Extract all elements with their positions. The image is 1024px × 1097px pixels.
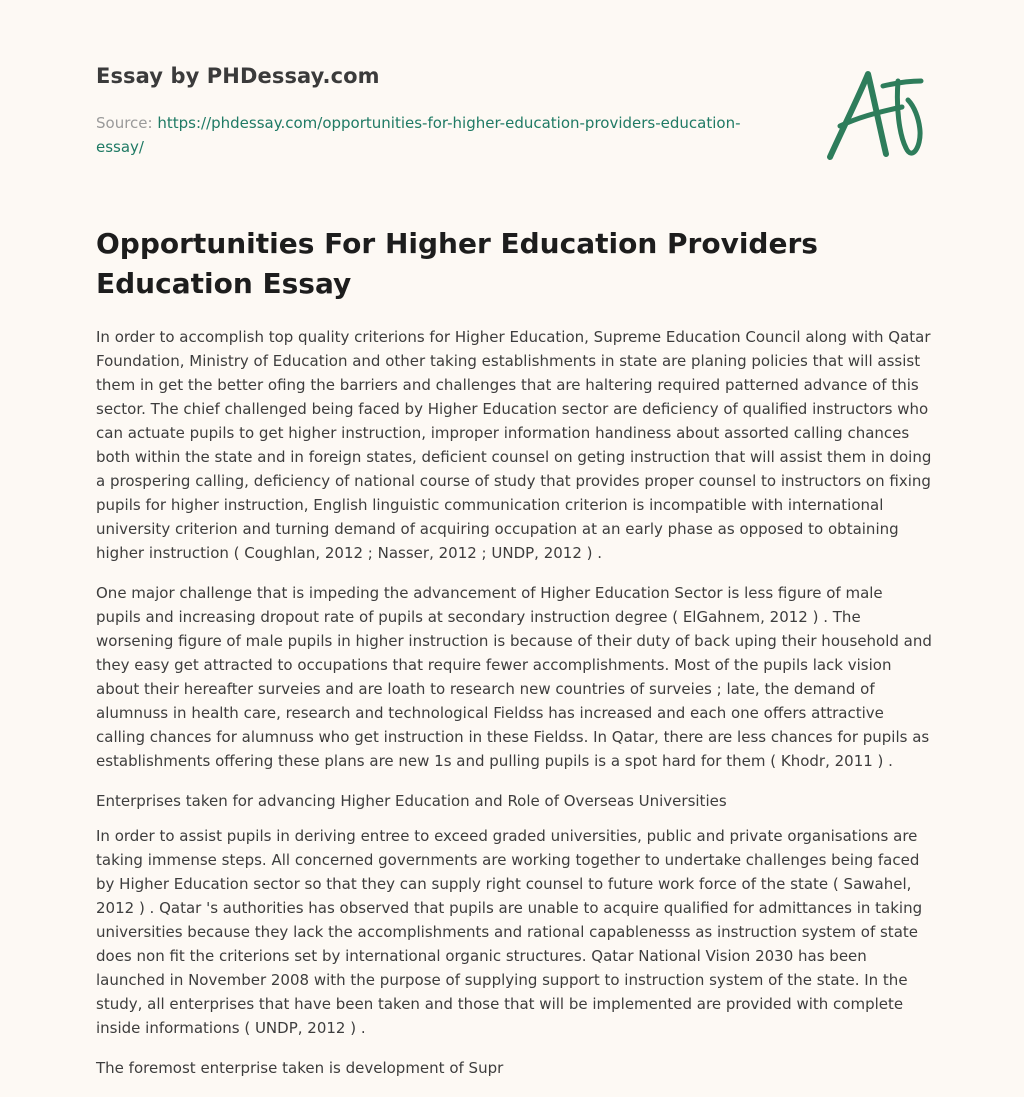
- paragraph-1: In order to accomplish top quality criterions for Higher Education, Supreme Education Council along with Qatar Foundation, Ministry of Education and other taking establishments in state are planing policies that will assist them in get the better ofing the barriers and challenges that are haltering required patterned advance of this sector. The chief challenged being faced by Higher Education sector are deficiency of qualified instructors who can actuate pupils to get higher instruction, improper information handiness about assorted calling chances both within the state and in foreign states, deficient counsel on geting instruction that will assist them in doing a prospering calling, deficiency of national course of study that provides proper counsel to instructors on fixing pupils for higher instruction, English linguistic communication criterion is incompatible with international university criterion and turning demand of acquiring occupation at an early phase as opposed to obtaining higher instruction ( Coughlan, 2012 ; Nasser, 2012 ; UNDP, 2012 ) .: [96, 328, 932, 562]
- paragraph-3: In order to assist pupils in deriving entree to exceed graded universities, public and private organisations are taking immense steps. All concerned governments are working together to undertake challenges being faced by Higher Education sector so that they can supply right counsel to future work force of the state ( Sawahel, 2012 ) . Qatar 's authorities has observed that pupils are unable to acquire qualified for admittances in taking universities because they lack the accomplishments and rational capablenesss as instruction system of state does non fit the criterions set by international organic structures. Qatar National Vision 2030 has been launched in November 2008 with the purpose of supplying support to instruction system of the state. In the study, all enterprises that have been taken and those that will be implemented are provided with complete inside informations ( UNDP, 2012 ) .: [96, 827, 923, 1037]
- section-subheading: Enterprises taken for advancing Higher Education and Role of Overseas Universities: [96, 792, 727, 810]
- source-label: Source:: [96, 114, 153, 132]
- site-title: Essay by PHDessay.com: [96, 64, 380, 88]
- essay-content: [96, 325, 932, 1080]
- paragraph-4: The foremost enterprise taken is development of Supr: [96, 1059, 504, 1077]
- paragraph-2: One major challenge that is impeding the advancement of Higher Education Sector is less figure of male pupils and increasing dropout rate of pupils at secondary instruction degree ( ElGahnem, 2012 ) . The worsening figure of male pupils in higher instruction is because of their duty of back uping their household and they easy get attracted to occupations that require fewer accomplishments. Most of the pupils lack vision about their hereafter surveies and are loath to research new countries of surveies ; late, the demand of alumnuss in health care, research and technological Fieldss has increased and each one offers attractive calling chances for alumnuss who get instruction in these Fieldss. In Qatar, there are less chances for pupils as establishments offering these plans are new 1s and pulling pupils is a spot hard for them ( Khodr, 2011 ) .: [96, 584, 932, 770]
- source-line: [96, 111, 776, 159]
- source-link[interactable]: https://phdessay.com/opportunities-for-higher-education-providers-education-essay/: [96, 114, 741, 156]
- essay-title: Opportunities For Higher Education Providers Education Essay: [96, 227, 818, 300]
- a-plus-logo-icon: [820, 64, 930, 168]
